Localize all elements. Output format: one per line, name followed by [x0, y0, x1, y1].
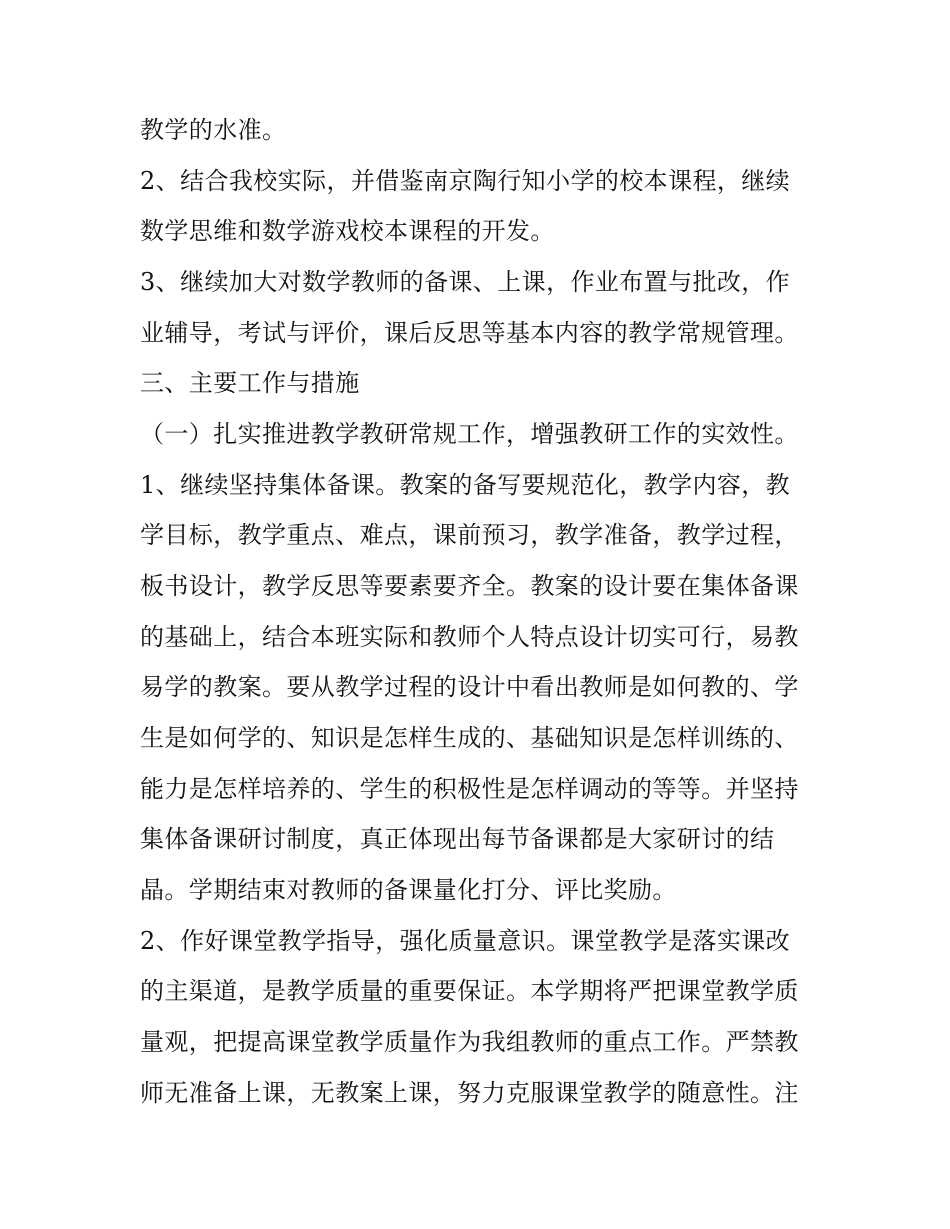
text-line: 业辅导，考试与评价，课后反思等基本内容的教学常规管理。 — [140, 319, 799, 347]
text-line: 晶。学期结束对教师的备课量化打分、评比奖励。 — [140, 876, 677, 904]
text-line: 2、作好课堂教学指导，强化质量意识。课堂教学是落实课改 — [140, 927, 791, 955]
text-line: 1、继续坚持集体备课。教案的备写要规范化，教学内容，教 — [140, 471, 791, 499]
text-line: 板书设计，教学反思等要素要齐全。教案的设计要在集体备课 — [140, 572, 799, 600]
text-line: 集体备课研讨制度，真正体现出每节备课都是大家研讨的结 — [140, 825, 775, 853]
section-heading: 三、主要工作与措施 — [140, 369, 360, 397]
text-line: 学目标，教学重点、难点，课前预习，教学准备，教学过程， — [140, 521, 799, 549]
text-line: 师无准备上课，无教案上课，努力克服课堂教学的随意性。注 — [140, 1079, 799, 1107]
text-line: 2、结合我校实际，并借鉴南京陶行知小学的校本课程，继续 — [140, 167, 791, 195]
text-line: 教学的水准。 — [140, 116, 287, 144]
text-line: 易学的教案。要从教学过程的设计中看出教师是如何教的、学 — [140, 673, 799, 701]
text-line: 数学思维和数学游戏校本课程的开发。 — [140, 217, 555, 245]
subsection-heading: （一）扎实推进教学教研常规工作，增强教研工作的实效性。 — [140, 420, 799, 448]
text-line: 生是如何学的、知识是怎样生成的、基础知识是怎样训练的、 — [140, 724, 799, 752]
text-line: 的基础上，结合本班实际和教师个人特点设计切实可行，易教 — [140, 623, 799, 651]
text-line: 能力是怎样培养的、学生的积极性是怎样调动的等等。并坚持 — [140, 775, 799, 803]
text-line: 3、继续加大对数学教师的备课、上课，作业布置与批改，作 — [140, 268, 791, 296]
text-line: 的主渠道，是教学质量的重要保证。本学期将严把课堂教学质 — [140, 977, 799, 1005]
text-line: 量观，把提高课堂教学质量作为我组教师的重点工作。严禁教 — [140, 1028, 799, 1056]
